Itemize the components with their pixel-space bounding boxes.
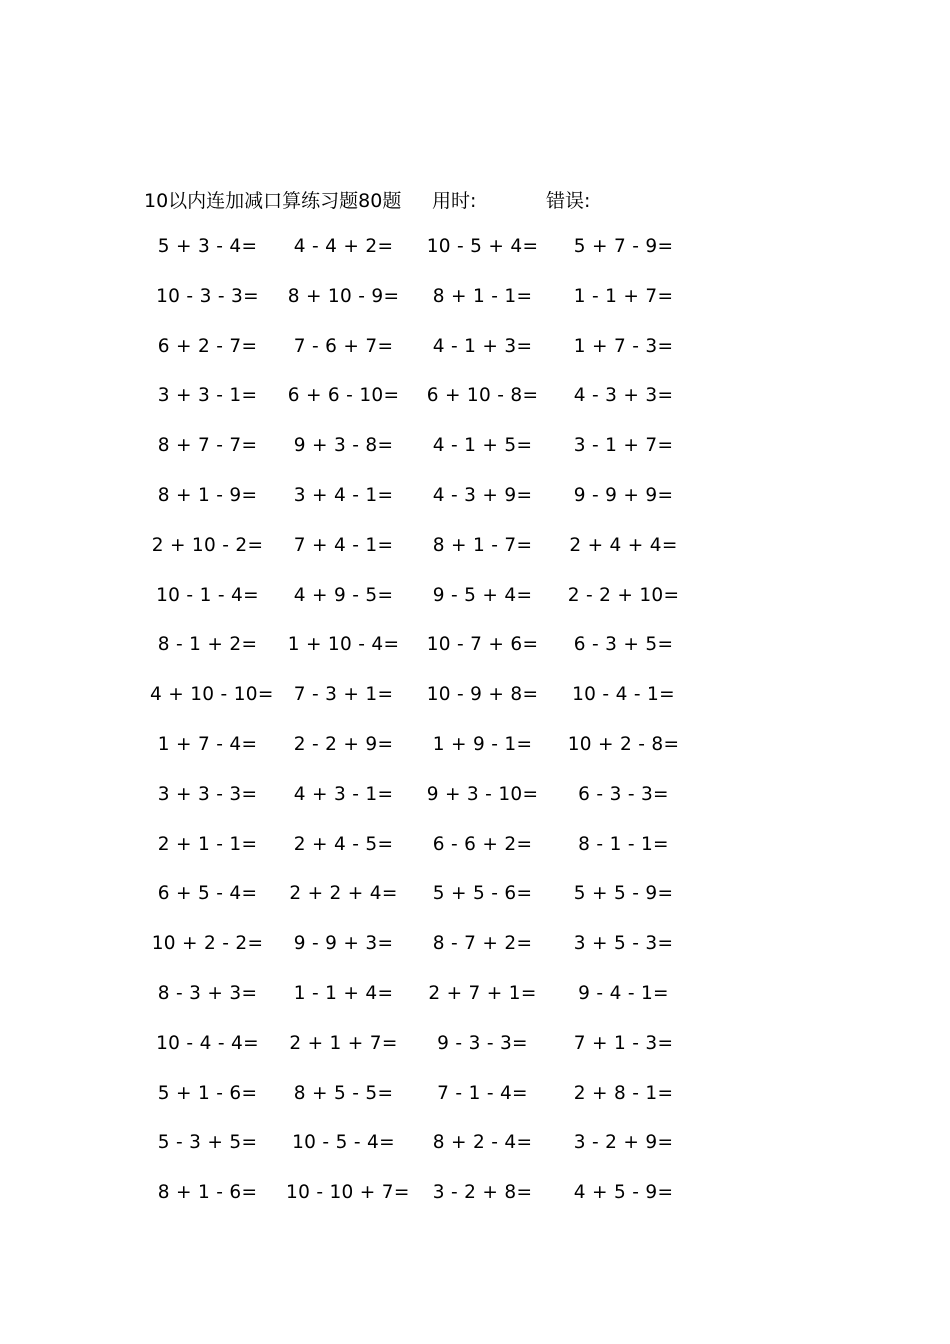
arithmetic-problem: 8 + 7 - 7=	[157, 435, 258, 457]
arithmetic-problem: 6 + 10 - 8=	[426, 385, 539, 407]
arithmetic-problem: 6 + 6 - 10=	[287, 385, 400, 407]
arithmetic-problem: 7 - 6 + 7=	[293, 335, 394, 357]
problem-row	[0, 734, 950, 784]
arithmetic-problem: 8 + 1 - 6=	[157, 1182, 258, 1204]
error-count-label: 错误:	[546, 190, 591, 212]
arithmetic-problem: 8 + 5 - 5=	[293, 1082, 394, 1104]
arithmetic-problem: 9 - 9 + 3=	[293, 933, 394, 955]
arithmetic-problem: 2 + 4 + 4=	[569, 534, 678, 556]
arithmetic-problem: 10 - 5 - 4=	[292, 1132, 395, 1154]
arithmetic-problem: 7 - 1 - 4=	[437, 1082, 528, 1104]
problem-row	[0, 933, 950, 983]
arithmetic-problem: 2 + 1 + 7=	[289, 1032, 398, 1054]
problem-row	[0, 286, 950, 336]
problem-row	[0, 1083, 950, 1133]
arithmetic-problem: 4 - 1 + 5=	[432, 435, 533, 457]
arithmetic-problem: 2 + 2 + 4=	[289, 883, 398, 905]
arithmetic-problem: 9 - 4 - 1=	[578, 982, 669, 1004]
arithmetic-problem: 10 + 2 - 8=	[567, 733, 680, 755]
arithmetic-problem: 4 - 4 + 2=	[293, 236, 394, 257]
arithmetic-problem: 7 + 4 - 1=	[293, 534, 394, 556]
arithmetic-problem: 10 + 2 - 2=	[151, 933, 264, 955]
arithmetic-problem: 10 - 9 + 8=	[426, 684, 539, 706]
arithmetic-problem: 9 - 5 + 4=	[432, 584, 533, 606]
arithmetic-problem: 4 - 3 + 9=	[432, 484, 533, 506]
arithmetic-problem: 4 - 3 + 3=	[573, 385, 674, 407]
problem-row	[0, 1033, 950, 1083]
arithmetic-problem: 5 + 5 - 6=	[432, 883, 533, 905]
arithmetic-problem: 2 + 10 - 2=	[151, 534, 264, 556]
arithmetic-problem: 6 - 3 - 3=	[578, 783, 669, 805]
arithmetic-problem: 3 - 1 + 7=	[573, 435, 674, 457]
arithmetic-problem: 8 + 10 - 9=	[287, 285, 400, 307]
arithmetic-problem: 10 - 7 + 6=	[426, 634, 539, 656]
problem-row	[0, 834, 950, 884]
worksheet-title: 10以内连加减口算练习题80题	[144, 190, 402, 212]
arithmetic-problem: 10 - 1 - 4=	[156, 584, 259, 606]
arithmetic-problem: 8 + 1 - 1=	[432, 285, 533, 307]
problem-row	[0, 336, 950, 386]
arithmetic-problem: 1 + 9 - 1=	[432, 733, 533, 755]
arithmetic-problem: 7 + 1 - 3=	[573, 1032, 674, 1054]
time-used-label: 用时:	[432, 190, 477, 212]
arithmetic-problem: 3 + 3 - 3=	[157, 783, 258, 805]
arithmetic-problem: 1 + 10 - 4=	[287, 634, 400, 656]
arithmetic-problem: 2 + 4 - 5=	[293, 833, 394, 855]
arithmetic-problem: 10 - 10 + 7=	[286, 1182, 410, 1204]
arithmetic-problem: 10 - 5 + 4=	[426, 236, 539, 257]
arithmetic-problem: 5 + 1 - 6=	[157, 1082, 258, 1104]
arithmetic-problem: 1 + 7 - 3=	[573, 335, 674, 357]
arithmetic-problem: 10 - 3 - 3=	[156, 285, 259, 307]
arithmetic-problem: 4 - 1 + 3=	[432, 335, 533, 357]
arithmetic-problem: 2 + 8 - 1=	[573, 1082, 674, 1104]
arithmetic-problem: 5 - 3 + 5=	[157, 1132, 258, 1154]
arithmetic-problem: 8 + 2 - 4=	[432, 1132, 533, 1154]
arithmetic-problem: 8 - 1 + 2=	[157, 634, 258, 656]
arithmetic-problem: 6 - 6 + 2=	[432, 833, 533, 855]
arithmetic-problem: 6 + 5 - 4=	[157, 883, 258, 905]
problem-row	[0, 634, 950, 684]
arithmetic-problem: 8 + 1 - 7=	[432, 534, 533, 556]
arithmetic-problem: 3 - 2 + 8=	[432, 1182, 533, 1204]
arithmetic-problem: 3 + 4 - 1=	[293, 484, 394, 506]
arithmetic-problem: 6 - 3 + 5=	[573, 634, 674, 656]
problem-row	[0, 983, 950, 1033]
arithmetic-problem: 1 - 1 + 7=	[573, 285, 674, 307]
arithmetic-problem: 6 + 2 - 7=	[157, 335, 258, 357]
problem-row	[0, 1182, 950, 1232]
arithmetic-problem: 3 - 2 + 9=	[573, 1132, 674, 1154]
arithmetic-problem: 3 + 3 - 1=	[157, 385, 258, 407]
arithmetic-problem: 8 - 3 + 3=	[157, 982, 258, 1004]
problem-row	[0, 385, 950, 435]
arithmetic-problem: 9 - 3 - 3=	[437, 1032, 528, 1054]
arithmetic-problem: 2 + 1 - 1=	[157, 833, 258, 855]
arithmetic-problem: 9 - 9 + 9=	[573, 484, 674, 506]
problem-row	[0, 435, 950, 485]
arithmetic-problem: 10 - 4 - 1=	[572, 684, 675, 706]
arithmetic-problem: 7 - 3 + 1=	[293, 684, 394, 706]
arithmetic-problem: 10 - 4 - 4=	[156, 1032, 259, 1054]
arithmetic-problem: 1 + 7 - 4=	[157, 733, 258, 755]
problem-row	[0, 585, 950, 635]
problem-row	[0, 535, 950, 585]
problem-grid	[0, 236, 950, 1232]
arithmetic-problem: 4 + 5 - 9=	[573, 1182, 674, 1204]
arithmetic-problem: 2 - 2 + 9=	[293, 733, 394, 755]
arithmetic-problem: 5 + 7 - 9=	[573, 236, 674, 257]
arithmetic-problem: 9 + 3 - 10=	[426, 783, 539, 805]
arithmetic-problem: 2 + 7 + 1=	[428, 982, 537, 1004]
arithmetic-problem: 8 - 7 + 2=	[432, 933, 533, 955]
arithmetic-problem: 4 + 3 - 1=	[293, 783, 394, 805]
arithmetic-problem: 1 - 1 + 4=	[293, 982, 394, 1004]
arithmetic-problem: 4 + 10 - 10=	[150, 684, 274, 706]
problem-row	[0, 485, 950, 535]
problem-row	[0, 1132, 950, 1182]
arithmetic-problem: 5 + 5 - 9=	[573, 883, 674, 905]
arithmetic-problem: 8 - 1 - 1=	[578, 833, 669, 855]
arithmetic-problem: 2 - 2 + 10=	[567, 584, 680, 606]
arithmetic-problem: 9 + 3 - 8=	[293, 435, 394, 457]
arithmetic-problem: 3 + 5 - 3=	[573, 933, 674, 955]
problem-row	[0, 684, 950, 734]
problem-row	[0, 784, 950, 834]
arithmetic-problem: 5 + 3 - 4=	[157, 236, 258, 257]
problem-row	[0, 236, 950, 286]
arithmetic-problem: 8 + 1 - 9=	[157, 484, 258, 506]
problem-row	[0, 883, 950, 933]
arithmetic-problem: 4 + 9 - 5=	[293, 584, 394, 606]
